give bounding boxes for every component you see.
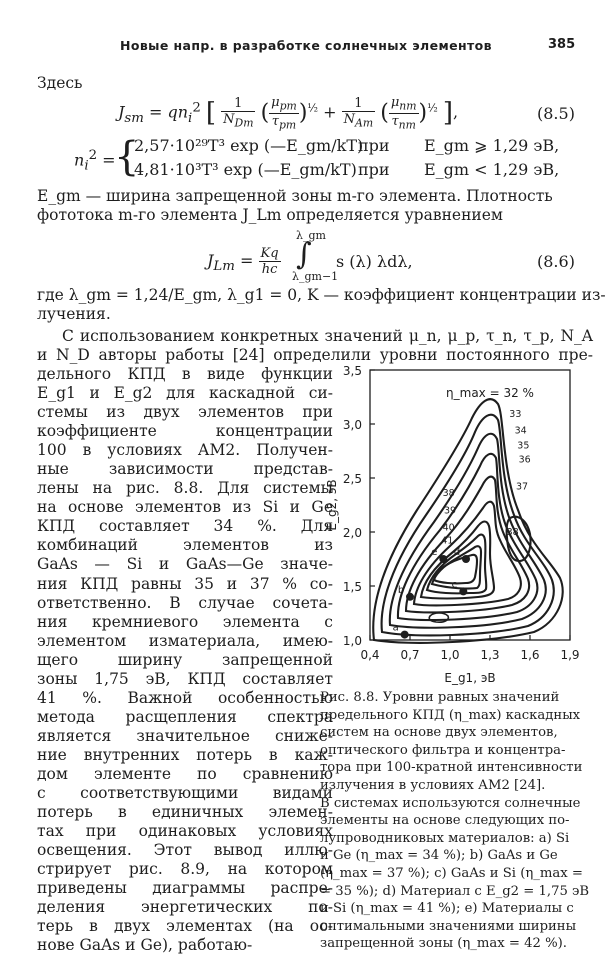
ni2-row2: 4,81·10³T³ exp (—E_gm/kT) [134, 160, 357, 179]
y-tick-label: 1,5 [342, 580, 362, 594]
caption-line: систем на основе двух элементов, [320, 725, 558, 741]
contour-label: 40 [442, 522, 455, 534]
eq85-frac2-num: 1 [342, 96, 375, 112]
column-line: лены на рис. 8.8. Для системы [37, 479, 333, 498]
eq86-frac-den: hc [261, 262, 278, 277]
ni2-when2: при [358, 160, 390, 179]
eq85-lhs: J [118, 102, 125, 122]
figure-8-8-contour [322, 360, 592, 688]
point-marker [439, 555, 447, 563]
eq86-lower: λ_gm−1 [292, 270, 339, 283]
column-line: стрирует рис. 8.9, на котором [37, 860, 333, 879]
eq85-p2-num: μ [390, 95, 400, 110]
eq86-integral: ∫ [296, 237, 312, 272]
eq86-label: (8.6) [537, 252, 575, 271]
eq86-frac-num: Kq [260, 246, 279, 261]
point-label: c [451, 579, 458, 591]
contour-label: 37 [515, 481, 529, 493]
y-tick-label: 3,0 [342, 418, 362, 432]
column-line: 41 %. Важной особенностью [37, 688, 333, 707]
eq85-den2-sub: Am [355, 116, 374, 130]
column-line: является значительное сниже- [37, 726, 333, 745]
caption-line: элементы на основе следующих по- [320, 813, 570, 829]
caption-line: тора при 100-кратной интенсивности [320, 760, 583, 776]
column-line: ния кремниевого элемента с [37, 612, 333, 631]
caption-line: (η_max = 37 %); c) GaAs и Si (η_max = [320, 865, 583, 881]
column-line: деления энергетических по- [37, 898, 333, 917]
page-number: 385 [548, 37, 576, 52]
ni2-sup: 2 [88, 148, 98, 163]
column-line: E_g1 и E_g2 для каскадной си- [37, 384, 333, 403]
eq85-paren1 [269, 95, 299, 131]
x-axis-label: E_g1, эВ [444, 671, 496, 685]
caption-line: В системах используются солнечные [320, 795, 581, 811]
eq85-p1-num-sub: pm [279, 99, 297, 113]
column-line: зоны 1,75 эВ, КПД составляет [37, 669, 333, 688]
chart-title: η_max = 32 % [446, 386, 534, 400]
x-tick-label: 0,7 [400, 648, 420, 662]
eq85-lhs-sub: sm [124, 110, 144, 126]
caption-line: запрещенной зоны (η_max = 42 %). [320, 936, 567, 952]
column-line: ные зависимости представ- [37, 460, 333, 479]
column-line: комбинаций элементов из [37, 536, 333, 555]
eq86-lhs-sub: Lm [213, 259, 235, 275]
eq85-rbracket: ] [442, 98, 454, 129]
column-line: стемы из двух элементов при [37, 403, 333, 422]
eq85-coef: qn [167, 102, 189, 122]
eq85-paren2 [389, 95, 419, 131]
eq85-label: (8.5) [537, 104, 575, 123]
contour-label: 38 [442, 488, 455, 500]
column-line: ответственно. В случае сочета- [37, 593, 333, 612]
column-line: метода расщепления спектра [37, 707, 333, 726]
caption-line: лупроводниковых материалов: a) Si [320, 830, 570, 846]
contour-label: 36 [518, 454, 531, 466]
eq85-p2-num-sub: nm [399, 99, 417, 113]
column-line: на основе элементов из Si и Ge [37, 498, 333, 517]
caption-line: и Si (η_max = 41 %); e) Материалы с [320, 901, 574, 917]
eq86-eq-sign: = [240, 251, 254, 270]
column-line: дом элементе по сравнению [37, 764, 333, 783]
text-para-line2: и N_D авторы работы [24] определили уровни постоянного пре- [37, 346, 593, 364]
column-line: 100 в условиях АМ2. Получен- [37, 441, 333, 460]
intro-word: Здесь [37, 74, 83, 92]
eq85-lbracket: [ [205, 98, 217, 129]
column-line: ние внутренних потерь в каж- [37, 745, 333, 764]
eq85-coef-sup: 2 [192, 100, 201, 116]
equation-8-5: $J_{sm} = qn_i^2$ [ $\frac{1}{N_{Dm}}$ ( $\frac{\mu_{pm}}{\tau_{pm}}$ )$^{\frac{1}{2}}$ + $\frac{1}{N_{Am}}$ ( $\frac{\mu_{nm}}{\tau_{nm}}$ )$^{\frac{1}{2}}$ ], [118, 95, 459, 132]
y-tick-label: 2,0 [342, 526, 362, 540]
caption-line: предельного КПД (η_max) каскадных [320, 707, 581, 723]
column-line: нове GaAs и Ge), работаю- [37, 936, 253, 955]
contour-label: 41 [441, 535, 454, 547]
caption-line: оптического фильтра и концентра- [320, 742, 566, 758]
caption-line: оптимальными значениями ширины [320, 918, 577, 934]
eq85-p1-num: μ [271, 95, 280, 110]
ni2-n: n [74, 150, 85, 170]
text-where-line1: где λ_gm = 1,24/E_gm, λ_g1 = 0, K — коэффициент концентрации из- [37, 286, 606, 304]
eq85-frac1-num: 1 [221, 96, 255, 112]
ni2-brace: { [114, 134, 140, 180]
ni2-row1: 2,57·10²⁹T³ exp (—E_gm/kT) [134, 136, 364, 155]
y-axis-label: E_g2, эВ [325, 479, 339, 531]
running-title: Новые напр. в разработке солнечных элементов [120, 38, 492, 53]
column-line: щего ширину запрещенной [37, 650, 333, 669]
figure-caption [320, 689, 590, 953]
ni2-sub: i [84, 158, 89, 174]
y-tick-label: 2,5 [342, 472, 362, 486]
contour-lines [373, 399, 562, 643]
x-tick-label: 0,4 [360, 648, 380, 662]
eq86-frac [259, 246, 281, 277]
caption-line: излучения в условиях АМ2 [24]. [320, 777, 546, 793]
caption-line: Рис. 8.8. Уровни равных значений [320, 690, 560, 705]
eq85-p2-den-sub: nm [398, 118, 416, 132]
x-tick-label: 1,6 [520, 648, 540, 662]
text-where-line2: лучения. [37, 305, 111, 323]
column-line: ния КПД равны 35 и 37 % со- [37, 574, 333, 593]
column-line: коэффициенте концентрации [37, 422, 333, 441]
y-tick-label: 1,0 [342, 634, 362, 648]
column-line: КПД составляет 34 %. Для [37, 517, 333, 536]
eq85-comma: , [453, 102, 459, 122]
point-marker [459, 587, 467, 595]
caption-line: и Ge (η_max = 34 %); b) GaAs и Ge [320, 848, 558, 864]
point-label: d [453, 547, 461, 558]
point-label: b [397, 584, 405, 596]
eq85-eq-sign: = [149, 102, 163, 122]
eq85-p2-den: τ [391, 113, 399, 129]
text-para-line1: С использованием конкретных значений μ_n, μ_p, τ_n, τ_p, N_A [62, 327, 593, 345]
contour-label: 39 [443, 505, 457, 517]
text-egm-line2: фототока m-го элемента J_Lm определяется уравнением [37, 206, 503, 224]
column-text [37, 365, 333, 955]
x-tick-label: 1,0 [440, 648, 460, 662]
column-line: GaAs — Si и GaAs—Ge значе- [37, 555, 333, 574]
point-marker [401, 631, 409, 639]
x-tick-label: 1,9 [560, 648, 580, 662]
column-line: терь в двух элементах (на ос- [37, 917, 333, 936]
ni2-cond1: E_gm ⩾ 1,29 эВ, [424, 136, 560, 155]
eq85-half-2: ½ [427, 101, 438, 115]
equation-8-6 [207, 246, 281, 277]
column-line: дельного КПД в виде функции [37, 365, 333, 383]
point-marker [462, 555, 470, 563]
column-line: освещения. Этот вывод иллю- [37, 841, 333, 860]
eq86-upper: λ_gm [296, 229, 326, 242]
eq85-coef-sub: i [188, 110, 193, 126]
contour-label: 35 [517, 440, 530, 452]
x-tick-label: 1,3 [480, 648, 500, 662]
point-label: a [392, 622, 399, 634]
ni2-cond2: E_gm < 1,29 эВ, [424, 160, 560, 179]
column-line: элементом изматериала, имею- [37, 631, 333, 650]
eq85-frac-2 [342, 96, 375, 130]
eq86-integrand: s (λ) λdλ, [336, 252, 413, 271]
eq85-p1-den-sub: pm [278, 118, 297, 132]
y-tick-label: 3,5 [342, 364, 362, 378]
eq85-p1-den: τ [271, 113, 279, 129]
caption-line: = 35 %); d) Материал с E_g2 = 1,75 эВ [320, 883, 590, 899]
eq85-den1-sub: Dm [234, 116, 254, 130]
contour-label: 38 [506, 526, 519, 538]
contour-32 [373, 399, 562, 643]
ni2-lhs: $n_i^2$ = [74, 148, 116, 174]
ni2-when1: при [358, 136, 390, 155]
column-line: тах при одинаковых условиях [37, 822, 333, 841]
eq85-half-1: ½ [307, 101, 319, 115]
eq85-den2: N [343, 112, 356, 128]
eq85-frac-1 [221, 96, 255, 130]
point-marker [406, 593, 414, 601]
contour-label: 33 [509, 409, 522, 421]
column-line: приведены диаграммы распре- [37, 879, 333, 898]
column-line: с соответствующими видами [37, 784, 333, 803]
point-label: e [431, 547, 438, 558]
column-line: потерь в единичных элемен- [37, 803, 333, 822]
eq85-den1: N [223, 112, 235, 128]
contour-label: 34 [514, 425, 527, 437]
text-egm-line1: E_gm — ширина запрещенной зоны m-го элемента. Плотность [37, 187, 553, 205]
eq86-lhs: J [207, 251, 214, 270]
eq85-plus: + [323, 102, 337, 122]
